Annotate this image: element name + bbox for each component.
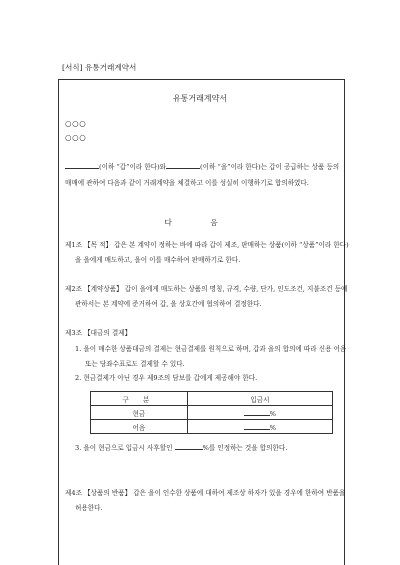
table-header-category: 구 분 [91, 392, 188, 406]
party-name: ○○○ [65, 133, 87, 142]
party-name: ○○○ [65, 119, 87, 128]
percent-sign: % [269, 423, 277, 432]
article-2: 제2조 【계약상품】 갑이 을에게 매도하는 상품의 명칭, 규격, 수량, 단가, 인도조건, 지불조건 등에 관하서는 본 계약에 준거하여 갑, 을 상호간에 협의하여 결정한다. [65, 285, 348, 308]
section-heading: 다 음 [164, 218, 236, 227]
clause-3-text: 3. 을이 현금으로 입금시 사후할인 [75, 444, 173, 452]
table-header-row [91, 392, 333, 406]
intro-paragraph [65, 159, 343, 191]
table-cell-label: 현금 [91, 406, 188, 420]
table-header-deposit: 입금시 [187, 392, 332, 406]
discount-rate-blank[interactable] [175, 441, 203, 450]
intro-part1: (이하 “갑”이라 한다)와 [99, 163, 167, 171]
table-cell-label: 어음 [91, 420, 188, 434]
rate-blank[interactable] [244, 408, 270, 416]
article-4: 제4조 【상품의 반품】 갑은 을이 인수한 상품에 대하여 제조상 하자가 있을 경우에 한하여 반품을 허용한다. [65, 489, 346, 512]
form-label: [서식] 유통거래계약서 [62, 63, 137, 72]
rate-blank[interactable] [244, 422, 270, 430]
table-cell-rate [187, 406, 332, 420]
article-3-heading: 제3조 【대금의 결제】 [65, 329, 132, 337]
clause-3-text-end: %를 인정하는 것을 합의한다. [202, 444, 288, 452]
table-row [91, 420, 333, 434]
article-3-clause-2: 2. 현금결제가 아닌 경우 제9조의 담보를 갑에게 제공해야 한다. [75, 374, 258, 382]
article-1: 제1조 【목 적】 갑은 본 계약이 정하는 바에 따라 갑이 제조, 판매하는 상품(이하 “상품”이라 한다)을 을에게 매도하고, 을이 이를 매수하여 판매하기로 한다. [65, 241, 349, 264]
party-b-blank[interactable] [166, 160, 200, 169]
table-cell-rate [187, 420, 332, 434]
document-title: 유통거래계약서 [172, 94, 228, 103]
article-3-clause-1: 1. 을이 매수한 상품대금의 결제는 현금결제를 원칙으로 하며, 갑과 을의 합의에 따라 신용 어음 또는 당좌수표로도 결제할 수 있다. [75, 345, 347, 368]
deposit-table [90, 391, 333, 434]
article-3-clause-3 [75, 441, 341, 456]
intro-part2: (이하 “을”이라 한다)는 갑이 공급하는 상품 등의 매매에 관하여 다음과 같이 거래계약을 체결하고 이를 성실히 이행하기로 합의하였다. [65, 163, 340, 187]
percent-sign: % [269, 409, 277, 418]
party-a-blank[interactable] [65, 160, 99, 169]
table-row [91, 406, 333, 420]
